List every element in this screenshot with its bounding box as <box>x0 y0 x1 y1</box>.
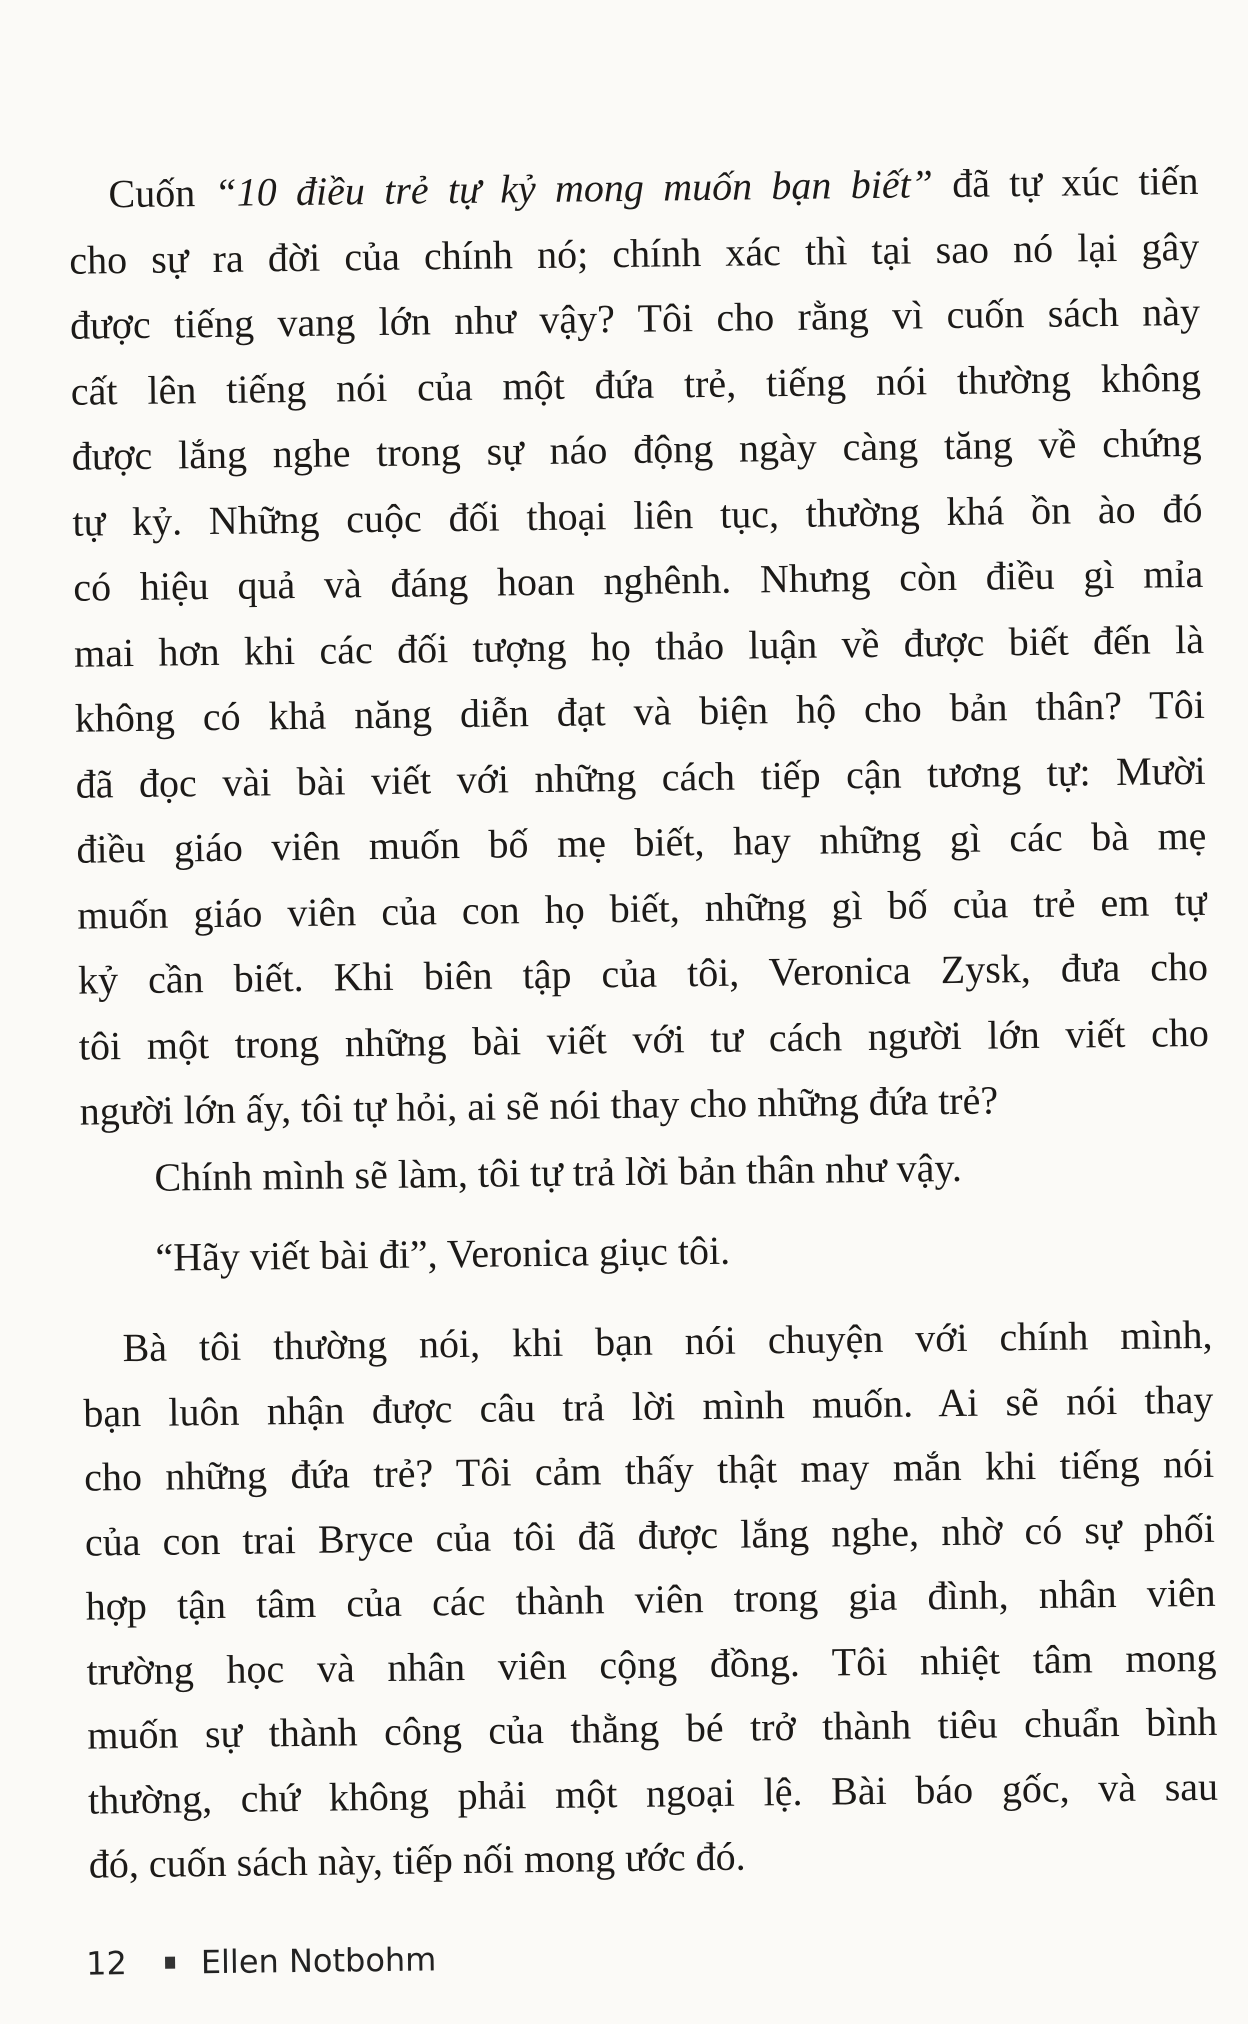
page-footer <box>86 1940 437 1982</box>
text-line: cho những đứa trẻ? Tôi cảm thấy thật may mắn khi tiếng nói <box>83 1440 1215 1500</box>
bullet-separator-icon <box>165 1957 175 1969</box>
text-line: người lớn ấy, tôi tự hỏi, ai sẽ nói thay cho những đứa trẻ? <box>79 1077 999 1134</box>
text-line: hợp tận tâm của các thành viên trong gia đình, nhân viên <box>85 1569 1216 1629</box>
paragraph-1 <box>68 148 1210 1144</box>
text-line: muốn sự thành công của thằng bé trở thành tiêu chuẩn bình <box>87 1698 1218 1758</box>
text-line: bạn luôn nhận được câu trả lời mình muốn. Ai sẽ nói thay <box>83 1376 1214 1436</box>
text-line: Cuốn “10 điều trẻ tự kỷ mong muốn bạn biết” đã tự xúc tiến <box>108 157 1199 217</box>
text-line: được lắng nghe trong sự náo động ngày càng tăng về chứng <box>71 419 1202 479</box>
page-number: 12 <box>85 1944 128 1983</box>
text-line: trường học và nhân viên cộng đồng. Tôi nhiệt tâm mong <box>86 1634 1217 1694</box>
text-line: đã đọc vài bài viết với những cách tiếp cận tương tự: Mười <box>75 747 1206 807</box>
paragraph-2: Chính mình sẽ làm, tôi tự trả lời bản thân như vậy. <box>154 1144 963 1200</box>
text-line: tự kỷ. Những cuộc đối thoại liên tục, thường khá ồn ào đó <box>72 485 1203 545</box>
text-line: của con trai Bryce của tôi đã được lắng nghe, nhờ có sự phối <box>84 1505 1216 1565</box>
author-name: Ellen Notbohm <box>200 1940 437 1982</box>
text-line: thường, chứ không phải một ngoại lệ. Bài báo gốc, và sau <box>87 1763 1219 1823</box>
text-line: không có khả năng diễn đạt và biện hộ cho bản thân? Tôi <box>74 681 1206 741</box>
paragraph-3: “Hãy viết bài đi”, Veronica giục tôi. <box>155 1227 731 1280</box>
text-line: muốn giáo viên của con họ biết, những gì bố của trẻ em tự <box>77 878 1208 938</box>
text-line: cho sự ra đời của chính nó; chính xác thì tại sao nó lại gây <box>69 223 1200 283</box>
book-title: “10 điều trẻ tự kỷ mong muốn bạn biết” <box>214 161 934 215</box>
text-line: cất lên tiếng nói của một đứa trẻ, tiếng nói thường không <box>70 354 1202 414</box>
text-line: điều giáo viên muốn bố mẹ biết, hay những gì các bà mẹ <box>76 812 1207 872</box>
text-line: được tiếng vang lớn như vậy? Tôi cho rằng vì cuốn sách này <box>69 288 1201 348</box>
text-line: đó, cuốn sách này, tiếp nối mong ước đó. <box>88 1833 746 1887</box>
text-line: có hiệu quả và đáng hoan nghênh. Nhưng còn điều gì mỉa <box>73 550 1204 610</box>
text-line: tôi một trong những bài viết với tư cách người lớn viết cho <box>78 1009 1210 1069</box>
text-line: kỷ cần biết. Khi biên tập của tôi, Veronica Zysk, đưa cho <box>77 943 1209 1003</box>
text-line: Bà tôi thường nói, khi bạn nói chuyện với chính mình, <box>122 1311 1213 1371</box>
text-line: mai hơn khi các đối tượng họ thảo luận về được biết đến là <box>73 616 1205 676</box>
paragraph-4 <box>82 1303 1219 1897</box>
